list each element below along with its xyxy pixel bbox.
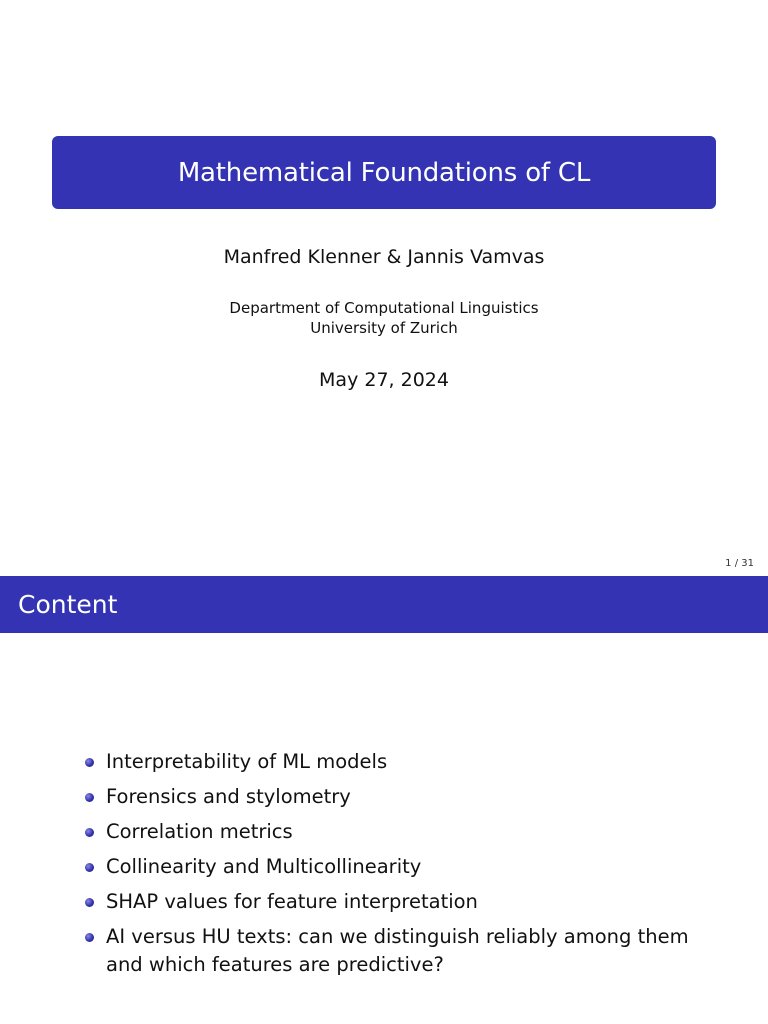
department: Department of Computational Linguistics — [229, 299, 539, 317]
presentation-date: May 27, 2024 — [319, 369, 449, 391]
list-item — [82, 853, 722, 881]
bullet-icon — [85, 793, 94, 802]
list-item — [82, 783, 722, 811]
list-item — [82, 748, 722, 776]
bullet-icon — [85, 828, 94, 837]
list-item-text: SHAP values for feature interpretation — [106, 890, 478, 913]
list-item — [82, 888, 722, 916]
page-number: 1 / 31 — [725, 558, 754, 569]
list-item-text: AI versus HU texts: can we distinguish reliably among them and which features are predictive? — [106, 925, 689, 976]
list-item — [82, 818, 722, 846]
bullet-icon — [85, 933, 94, 942]
institute — [0, 298, 768, 338]
authors: Manfred Klenner & Jannis Vamvas — [223, 246, 545, 268]
presentation-title: Mathematical Foundations of CL — [177, 157, 591, 188]
bullet-icon — [85, 758, 94, 767]
list-item-text: Collinearity and Multicollinearity — [106, 855, 422, 878]
bullet-icon — [85, 898, 94, 907]
content-slide — [0, 576, 768, 1024]
university: University of Zurich — [310, 319, 458, 337]
bullet-icon — [85, 863, 94, 872]
frame-title-bar — [0, 576, 768, 633]
list-item — [82, 923, 722, 979]
list-item-text: Correlation metrics — [106, 820, 293, 843]
content-list — [82, 748, 722, 986]
list-item-text: Forensics and stylometry — [106, 785, 351, 808]
title-banner — [52, 136, 716, 209]
frame-title: Content — [18, 590, 118, 619]
list-item-text: Interpretability of ML models — [106, 750, 388, 773]
